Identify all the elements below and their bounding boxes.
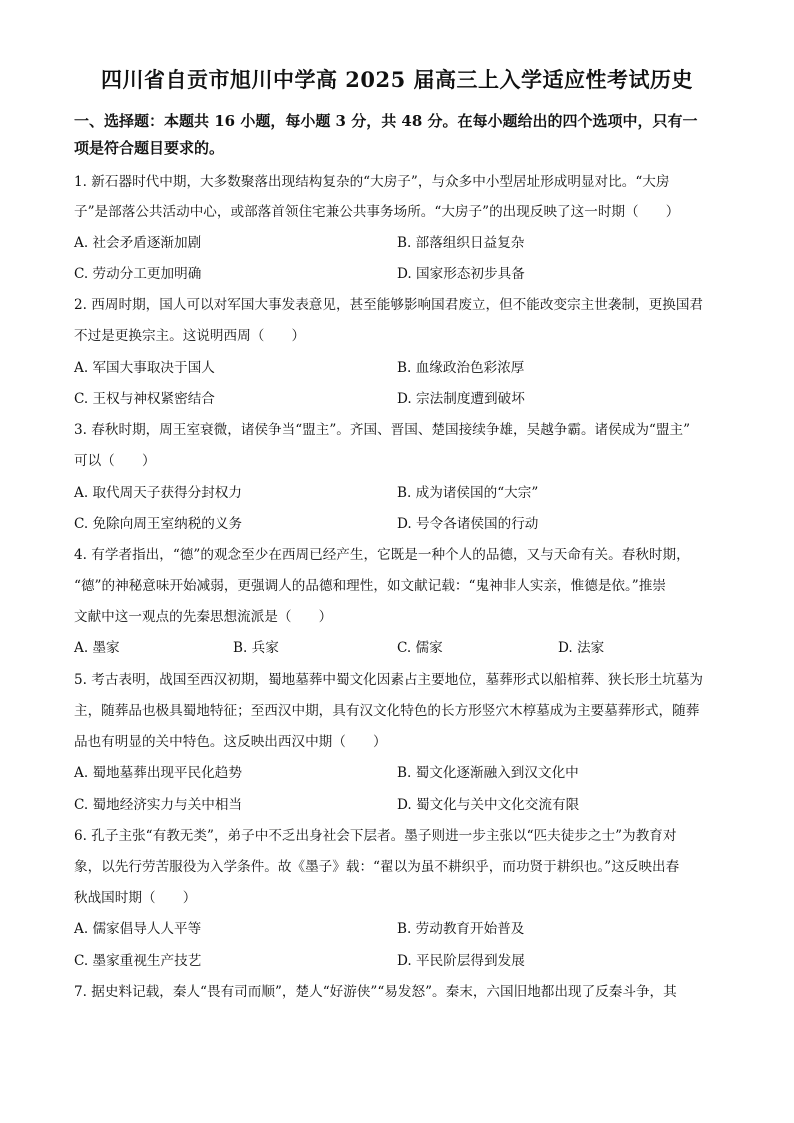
question-3-option-d[interactable]: D. 号令各诸侯国的行动 xyxy=(397,516,539,532)
question-4-option-b[interactable]: B. 兵家 xyxy=(233,640,279,656)
question-3-option-c[interactable]: C. 免除向周王室纳税的义务 xyxy=(74,516,243,532)
section-heading-line-1: 一、选择题：本题共 16 小题，每小题 3 分，共 48 分。在每小题给出的四个选项中，只有一 xyxy=(74,112,698,130)
question-5-text-line-2: 主，随葬品也极具蜀地特征；至西汉中期，具有汉文化特色的长方形竖穴木椁墓成为主要墓葬形式，随葬 xyxy=(74,703,700,719)
question-3-text-line-1: 3. 春秋时期，周王室衰微，诸侯争当“盟主”。齐国、晋国、楚国接续争雄，吴越争霸。诸侯成为“盟主” xyxy=(74,422,691,438)
question-4-option-d[interactable]: D. 法家 xyxy=(558,640,605,656)
question-6-option-a[interactable]: A. 儒家倡导人人平等 xyxy=(74,921,202,937)
question-1-text-line-2: 子”是部落公共活动中心，或部落首领住宅兼公共事务场所。“大房子”的出现反映了这一时期（ ） xyxy=(74,204,680,220)
question-1-option-b[interactable]: B. 部落组织日益复杂 xyxy=(397,235,525,251)
question-4-text-line-1: 4. 有学者指出，“德”的观念至少在西周已经产生，它既是一种个人的品德，又与天命有关。春秋时期， xyxy=(74,547,690,563)
question-1-text-line-1: 1. 新石器时代中期，大多数聚落出现结构复杂的“大房子”，与众多中小型居址形成明显对比。“大房 xyxy=(74,174,670,190)
question-5-option-c[interactable]: C. 蜀地经济实力与关中相当 xyxy=(74,797,243,813)
question-2-text-line-1: 2. 西周时期，国人可以对军国大事发表意见，甚至能够影响国君废立，但不能改变宗主世袭制，更换国君 xyxy=(74,297,704,313)
question-5-text-line-3: 品也有明显的关中特色。这反映出西汉中期（ ） xyxy=(74,734,387,750)
question-4-text-line-3: 文献中这一观点的先秦思想流派是（ ） xyxy=(74,609,333,625)
question-1-option-d[interactable]: D. 国家形态初步具备 xyxy=(397,266,525,282)
question-5-text-line-1: 5. 考古表明，战国至西汉初期，蜀地墓葬中蜀文化因素占主要地位，墓葬形式以船棺葬、狭长形土坑墓为 xyxy=(74,672,704,688)
question-7-text-line-1: 7. 据史料记载，秦人“畏有司而顺”，楚人“好游侠”“易发怒”。秦末，六国旧地都出现了反秦斗争，其 xyxy=(74,984,677,1000)
question-4-text-line-2: “德”的神秘意味开始减弱，更强调人的品德和理性，如文献记载：“鬼神非人实亲，惟德是依。”推崇 xyxy=(74,578,666,594)
question-5-option-b[interactable]: B. 蜀文化逐渐融入到汉文化中 xyxy=(397,765,579,781)
question-6-option-d[interactable]: D. 平民阶层得到发展 xyxy=(397,953,525,969)
question-2-option-b[interactable]: B. 血缘政治色彩浓厚 xyxy=(397,360,525,376)
question-2-option-a[interactable]: A. 军国大事取决于国人 xyxy=(74,360,215,376)
question-2-text-line-2: 不过是更换宗主。这说明西周（ ） xyxy=(74,328,306,344)
question-1-option-c[interactable]: C. 劳动分工更加明确 xyxy=(74,266,202,282)
question-3-text-line-2: 可以（ ） xyxy=(74,453,156,469)
question-6-option-c[interactable]: C. 墨家重视生产技艺 xyxy=(74,953,202,969)
question-6-text-line-1: 6. 孔子主张“有教无类”，弟子中不乏出身社会下层者。墨子则进一步主张以“匹夫徒步之士”为教育对 xyxy=(74,828,677,844)
question-6-option-b[interactable]: B. 劳动教育开始普及 xyxy=(397,921,525,937)
question-2-option-c[interactable]: C. 王权与神权紧密结合 xyxy=(74,391,215,407)
question-1-option-a[interactable]: A. 社会矛盾逐渐加剧 xyxy=(74,235,202,251)
question-3-option-b[interactable]: B. 成为诸侯国的“大宗” xyxy=(397,485,539,501)
question-4-option-a[interactable]: A. 墨家 xyxy=(74,640,120,656)
question-6-text-line-2: 象，以先行劳苦服役为入学条件。故《墨子》载：“翟以为虽不耕织乎，而功贤于耕织也。”这反映出春 xyxy=(74,859,680,875)
question-5-option-a[interactable]: A. 蜀地墓葬出现平民化趋势 xyxy=(74,765,242,781)
question-3-option-a[interactable]: A. 取代周天子获得分封权力 xyxy=(74,485,242,501)
question-5-option-d[interactable]: D. 蜀文化与关中文化交流有限 xyxy=(397,797,580,813)
section-heading-line-2: 项是符合题目要求的。 xyxy=(74,139,225,157)
question-2-option-d[interactable]: D. 宗法制度遭到破坏 xyxy=(397,391,525,407)
page-title: 四川省自贡市旭川中学高 2025 届高三上入学适应性考试历史 xyxy=(100,67,694,92)
question-4-option-c[interactable]: C. 儒家 xyxy=(397,640,443,656)
question-6-text-line-3: 秋战国时期（ ） xyxy=(74,890,197,906)
